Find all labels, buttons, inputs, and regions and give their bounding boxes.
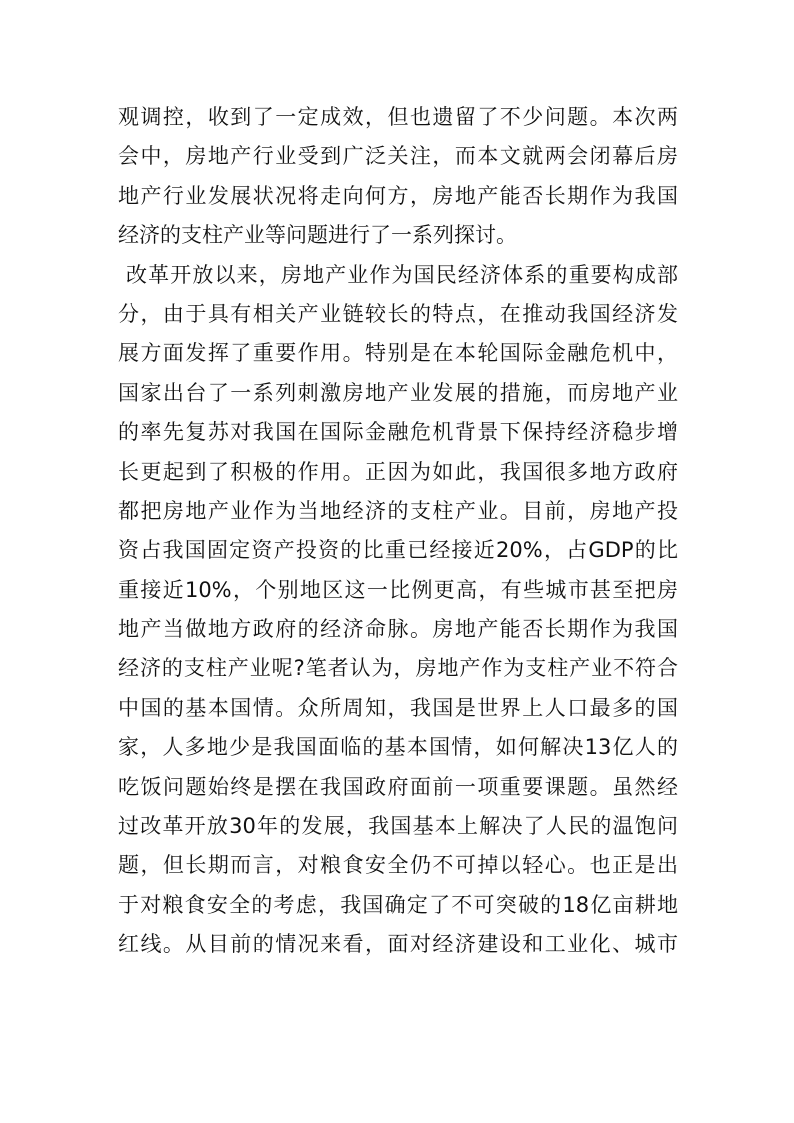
text-line: 吃饭问题始终是摆在我国政府面前一项重要课题。虽然经 bbox=[118, 774, 678, 799]
text-line: 会中，房地产行业受到广泛关注，而本文就两会闭幕后房 bbox=[118, 144, 678, 169]
text-line: 长更起到了积极的作用。正因为如此，我国很多地方政府 bbox=[118, 459, 678, 484]
text-line: 中国的基本国情。众所周知，我国是世界上人口最多的国 bbox=[118, 695, 678, 720]
text-line: 的率先复苏对我国在国际金融危机背景下保持经济稳步增 bbox=[118, 420, 678, 445]
text-line: 展方面发挥了重要作用。特别是在本轮国际金融危机中， bbox=[118, 341, 678, 366]
text-line: 过改革开放30年的发展，我国基本上解决了人民的温饱问 bbox=[118, 814, 678, 839]
text-line: 红线。从目前的情况来看，面对经济建设和工业化、城市 bbox=[118, 932, 678, 957]
text-line: 于对粮食安全的考虑，我国确定了不可突破的18亿亩耕地 bbox=[118, 892, 678, 917]
text-line: 国家出台了一系列刺激房地产业发展的措施，而房地产业 bbox=[118, 380, 678, 405]
text-line: 观调控，收到了一定成效，但也遗留了不少问题。本次两 bbox=[118, 105, 678, 129]
text-line: 资占我国固定资产投资的比重已经接近20%，占GDP的比 bbox=[118, 538, 678, 563]
text-line: 地产当做地方政府的经济命脉。房地产能否长期作为我国 bbox=[118, 617, 678, 642]
body-text bbox=[118, 98, 678, 965]
text-line: 经济的支柱产业呢?笔者认为，房地产作为支柱产业不符合 bbox=[118, 656, 678, 681]
text-line: 分，由于具有相关产业链较长的特点，在推动我国经济发 bbox=[118, 301, 678, 326]
text-line: 题，但长期而言，对粮食安全仍不可掉以轻心。也正是出 bbox=[118, 853, 678, 878]
text-line: 改革开放以来，房地产业作为国民经济体系的重要构成部 bbox=[126, 262, 678, 287]
text-line: 都把房地产业作为当地经济的支柱产业。目前，房地产投 bbox=[118, 498, 678, 523]
text-line: 地产行业发展状况将走向何方，房地产能否长期作为我国 bbox=[118, 183, 678, 208]
text-line: 经济的支柱产业等问题进行了一系列探讨。 bbox=[118, 223, 517, 248]
text-line: 家，人多地少是我国面临的基本国情，如何解决13亿人的 bbox=[118, 735, 678, 760]
text-line: 重接近10%，个别地区这一比例更高，有些城市甚至把房 bbox=[118, 577, 678, 602]
